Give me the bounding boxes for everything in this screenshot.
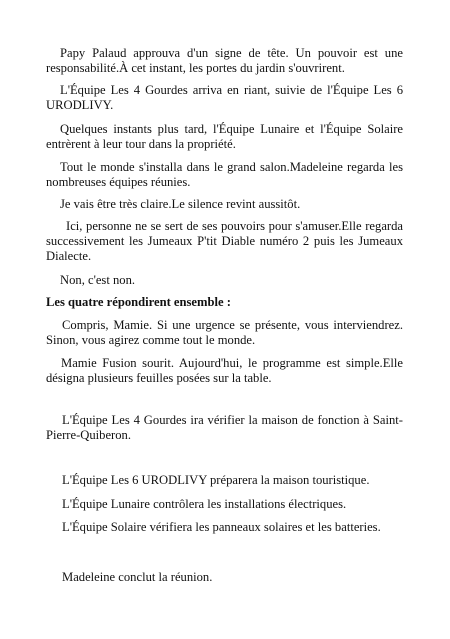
paragraph-equipe-arrival: L'Équipe Les 4 Gourdes arriva en riant, suivie de l'Équipe Les 6 URODLIVY. (46, 83, 403, 112)
paragraph-task-solaire: L'Équipe Solaire vérifiera les panneaux solaires et les batteries. (62, 520, 381, 534)
paragraph-pouvoirs: Ici, personne ne se sert de ses pouvoirs pour s'amuser.Elle regarda successivement les Jumeaux P'tit Diable numéro 2 puis les Jumeaux Dialecte. (46, 219, 403, 263)
paragraph-compris-mamie: Compris, Mamie. Si une urgence se présente, vous interviendrez. Sinon, vous agirez comme tout le monde. (46, 318, 403, 347)
paragraph-tres-claire: Je vais être très claire.Le silence revint aussitôt. (60, 197, 301, 211)
paragraph-conclusion: Madeleine conclut la réunion. (62, 570, 213, 584)
paragraph-bold-heading: Les quatre répondirent ensemble : (46, 295, 231, 309)
paragraph-quelques-instants: Quelques instants plus tard, l'Équipe Lunaire et l'Équipe Solaire entrèrent à leur tour dans la propriété. (46, 122, 403, 151)
paragraph-mamie-fusion: Mamie Fusion sourit. Aujourd'hui, le programme est simple.Elle désigna plusieurs feuilles posées sur la table. (46, 356, 403, 385)
paragraph-task-4-gourdes: L'Équipe Les 4 Gourdes ira vérifier la maison de fonction à Saint-Pierre-Quiberon. (46, 413, 403, 442)
paragraph-non: Non, c'est non. (60, 273, 136, 287)
paragraph-papy-palaud: Papy Palaud approuva d'un signe de tête. Un pouvoir est une responsabilité.À cet instant, les portes du jardin s'ouvrirent. (46, 46, 403, 75)
paragraph-task-urodlivy: L'Équipe Les 6 URODLIVY préparera la maison touristique. (62, 473, 370, 487)
paragraph-grand-salon: Tout le monde s'installa dans le grand salon.Madeleine regarda les nombreuses équipes réunies. (46, 160, 403, 189)
paragraph-task-lunaire: L'Équipe Lunaire contrôlera les installations électriques. (62, 497, 347, 511)
